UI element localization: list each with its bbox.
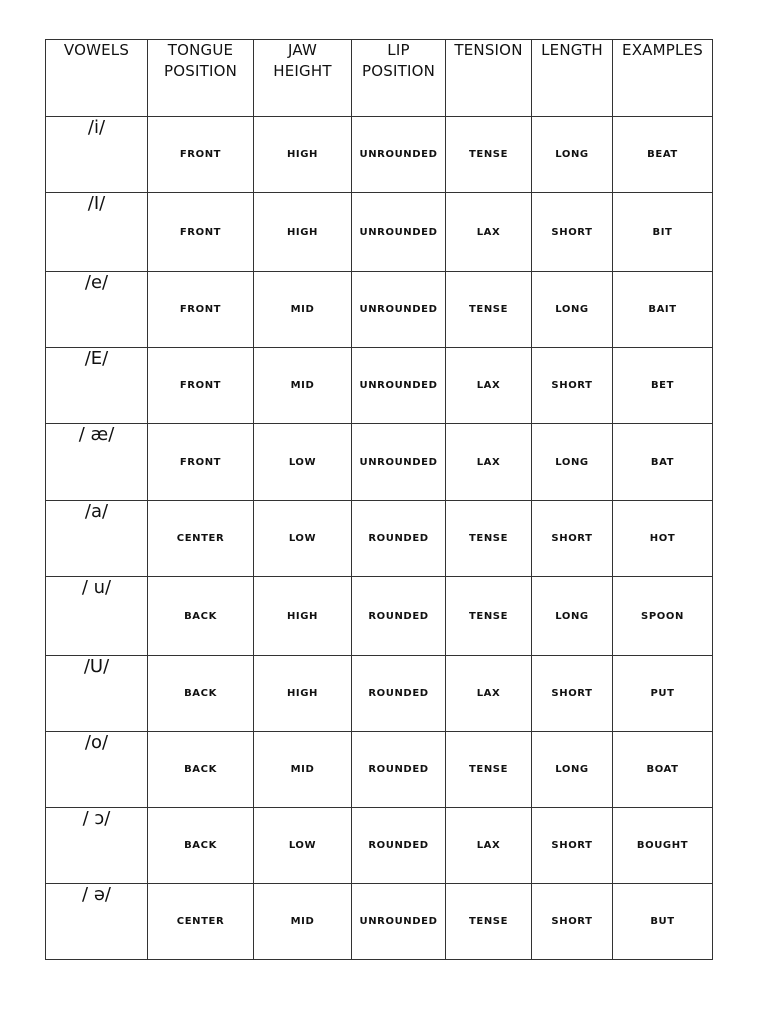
lip-position-cell: ROUNDED [352,732,446,808]
table-row [46,501,713,577]
example-word-cell: BUT [613,884,713,960]
tongue-position-cell: BACK [148,808,254,884]
length-cell: LONG [532,577,613,656]
length-cell: SHORT [532,501,613,577]
header-jaw-height-line-1: JAW [287,41,318,59]
vowel-symbol: / u/ [46,577,148,656]
tension-cell: LAX [446,656,532,732]
example-word-cell: SPOON [613,577,713,656]
example-word-cell: BET [613,348,713,424]
vowel-symbol: /E/ [46,348,148,424]
header-examples-line-1: EXAMPLES [622,41,703,59]
lip-position-cell: UNROUNDED [352,348,446,424]
length-cell: SHORT [532,193,613,272]
tongue-position-cell: FRONT [148,272,254,348]
header-examples [613,40,713,117]
length-cell: LONG [532,424,613,501]
header-jaw-height [254,40,352,117]
tension-cell: LAX [446,193,532,272]
header-lip-position [352,40,446,117]
table-row [46,732,713,808]
jaw-height-cell: HIGH [254,577,352,656]
table-row [46,117,713,193]
tongue-position-cell: FRONT [148,348,254,424]
tension-cell: TENSE [446,272,532,348]
jaw-height-cell: LOW [254,501,352,577]
header-row [46,40,713,117]
example-word-cell: BEAT [613,117,713,193]
example-word-cell: PUT [613,656,713,732]
tension-cell: TENSE [446,577,532,656]
tension-cell: TENSE [446,117,532,193]
lip-position-cell: UNROUNDED [352,424,446,501]
jaw-height-cell: LOW [254,808,352,884]
header-vowels [46,40,148,117]
lip-position-cell: UNROUNDED [352,272,446,348]
vowel-symbol: /I/ [46,193,148,272]
tension-cell: TENSE [446,732,532,808]
lip-position-cell: ROUNDED [352,808,446,884]
example-word-cell: BOUGHT [613,808,713,884]
vowel-symbol: /a/ [46,501,148,577]
jaw-height-cell: LOW [254,424,352,501]
header-tension [446,40,532,117]
example-word-cell: BOAT [613,732,713,808]
tongue-position-cell: FRONT [148,424,254,501]
table-row [46,884,713,960]
tongue-position-cell: CENTER [148,501,254,577]
header-tongue-position [148,40,254,117]
tension-cell: LAX [446,808,532,884]
example-word-cell: BAIT [613,272,713,348]
jaw-height-cell: HIGH [254,193,352,272]
vowel-symbol: / ɔ/ [46,808,148,884]
jaw-height-cell: MID [254,348,352,424]
lip-position-cell: ROUNDED [352,501,446,577]
header-vowels-line-1: VOWELS [63,41,130,59]
header-lip-position-line-2: POSITION [361,62,435,80]
tongue-position-cell: CENTER [148,884,254,960]
vowel-symbol: /o/ [46,732,148,808]
table-row [46,656,713,732]
jaw-height-cell: MID [254,272,352,348]
length-cell: SHORT [532,656,613,732]
jaw-height-cell: MID [254,732,352,808]
example-word-cell: BAT [613,424,713,501]
table-row [46,348,713,424]
tongue-position-cell: BACK [148,577,254,656]
header-length-line-1: LENGTH [541,41,603,59]
vowel-symbol: /U/ [46,656,148,732]
lip-position-cell: ROUNDED [352,577,446,656]
tension-cell: LAX [446,424,532,501]
tension-cell: TENSE [446,884,532,960]
header-lip-position-line-1: LIP [387,41,410,59]
header-length [532,40,613,117]
length-cell: LONG [532,272,613,348]
jaw-height-cell: HIGH [254,117,352,193]
jaw-height-cell: HIGH [254,656,352,732]
length-cell: LONG [532,732,613,808]
header-tongue-position-line-2: POSITION [163,62,237,80]
tension-cell: LAX [446,348,532,424]
table-body [46,117,713,960]
header-tension-line-1: TENSION [454,41,523,59]
table-row [46,577,713,656]
lip-position-cell: UNROUNDED [352,117,446,193]
example-word-cell: HOT [613,501,713,577]
vowel-symbol: / æ/ [46,424,148,501]
header-tongue-position-line-1: TONGUE [167,41,234,59]
table-row [46,272,713,348]
lip-position-cell: ROUNDED [352,656,446,732]
vowel-symbol: /i/ [46,117,148,193]
lip-position-cell: UNROUNDED [352,193,446,272]
header-jaw-height-line-2: HEIGHT [273,62,332,80]
tension-cell: TENSE [446,501,532,577]
tongue-position-cell: FRONT [148,193,254,272]
vowel-features-table [45,39,713,960]
tongue-position-cell: FRONT [148,117,254,193]
table-row [46,193,713,272]
length-cell: LONG [532,117,613,193]
vowel-symbol: / ə/ [46,884,148,960]
jaw-height-cell: MID [254,884,352,960]
tongue-position-cell: BACK [148,732,254,808]
tongue-position-cell: BACK [148,656,254,732]
length-cell: SHORT [532,348,613,424]
example-word-cell: BIT [613,193,713,272]
vowel-symbol: /e/ [46,272,148,348]
table-row [46,424,713,501]
lip-position-cell: UNROUNDED [352,884,446,960]
length-cell: SHORT [532,884,613,960]
table-row [46,808,713,884]
length-cell: SHORT [532,808,613,884]
